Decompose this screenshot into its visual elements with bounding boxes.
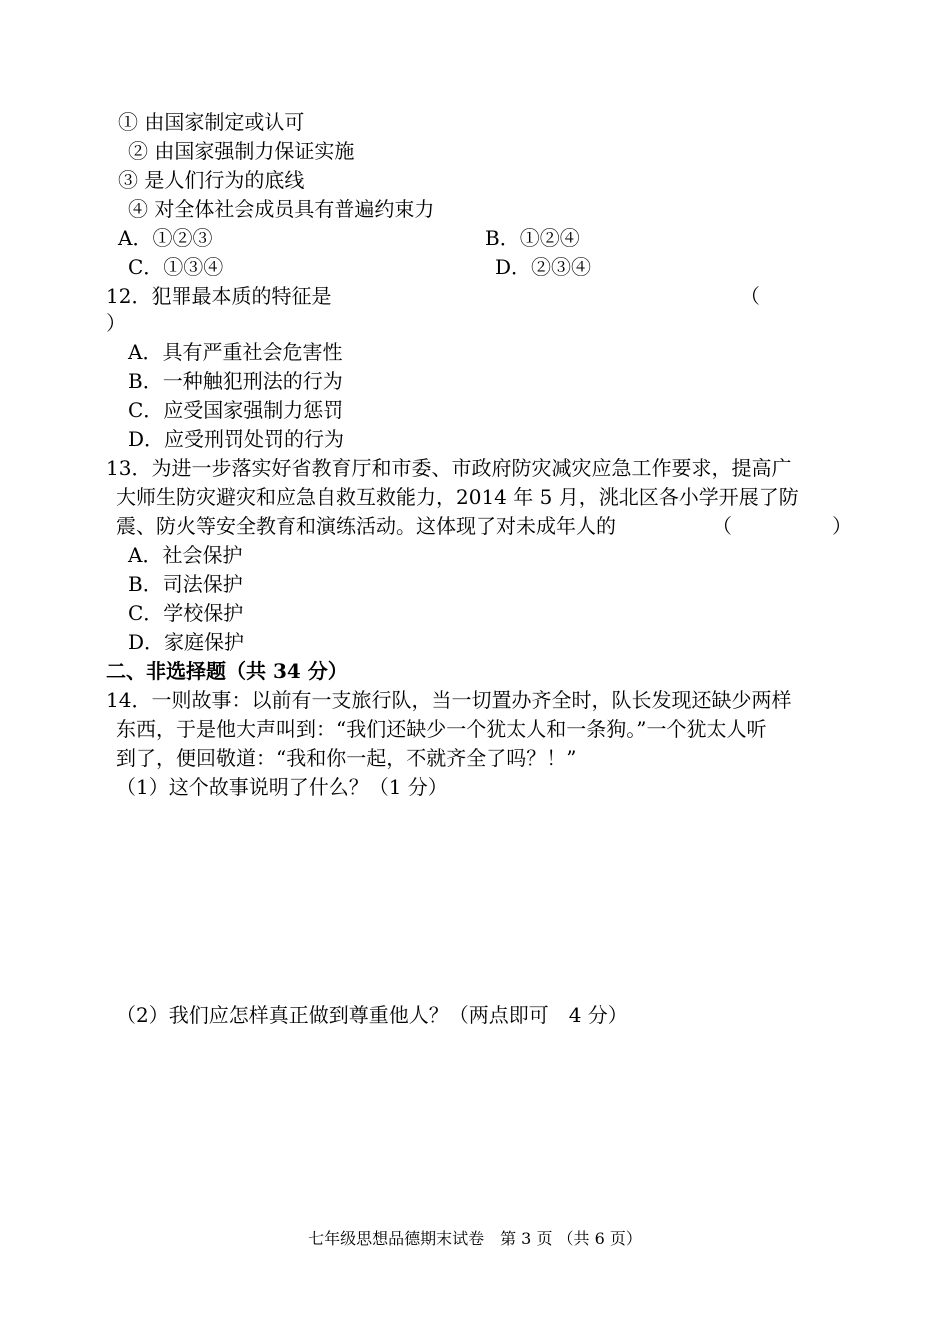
q11-option-c: C．①③④ (128, 255, 224, 279)
q12-option-a: A．具有严重社会危害性 (128, 340, 343, 364)
q14-story-line-1: 14．一则故事：以前有一支旅行队，当一切置办齐全时，队长发现还缺少两样 (106, 688, 792, 712)
q14-story-line-2: 东西，于是他大声叫到：“我们还缺少一个犹太人和一条狗。”一个犹太人听 (116, 717, 767, 741)
q14-story-line-3: 到了，便回敬道：“我和你一起，不就齐全了吗？！” (116, 746, 577, 770)
q12-option-d: D．应受刑罚处罚的行为 (128, 427, 345, 451)
q11-statement-3: ③ 是人们行为的底线 (118, 168, 305, 192)
q14-subquestion-2: （2）我们应怎样真正做到尊重他人？（两点即可 4 分） (116, 1003, 628, 1027)
q11-option-d: D．②③④ (495, 255, 592, 279)
q13-answer-paren: （ ） (712, 514, 852, 538)
page-footer: 七年级思想品德期末试卷 第 3 页 （共 6 页） (308, 1229, 642, 1248)
q11-statement-1: ① 由国家制定或认可 (118, 110, 305, 134)
q14-subquestion-1: （1）这个故事说明了什么？（1 分） (116, 775, 448, 799)
q11-statement-2: ② 由国家强制力保证实施 (128, 139, 355, 163)
q11-statement-4: ④ 对全体社会成员具有普遍约束力 (128, 197, 435, 221)
q12-stem: 12．犯罪最本质的特征是 (106, 284, 332, 308)
q12-option-b: B．一种触犯刑法的行为 (128, 369, 343, 393)
q11-option-a: A．①②③ (118, 226, 213, 250)
q13-option-a: A．社会保护 (128, 543, 243, 567)
q13-stem-line-1: 13．为进一步落实好省教育厅和市委、市政府防灾减灾应急工作要求，提高广 (106, 456, 792, 480)
q12-paren-open: （ (740, 284, 760, 308)
q11-option-b: B．①②④ (485, 226, 580, 250)
q13-stem-line-3: 震、防火等安全教育和演练活动。这体现了对未成年人的 (116, 514, 616, 538)
q12-option-c: C．应受国家强制力惩罚 (128, 398, 344, 422)
q13-option-b: B．司法保护 (128, 572, 243, 596)
q13-stem-line-2: 大师生防灾避灾和应急自救互救能力，2014 年 5 月，洮北区各小学开展了防 (116, 485, 799, 509)
q13-option-c: C．学校保护 (128, 601, 244, 625)
q13-option-d: D．家庭保护 (128, 630, 245, 654)
section-2-title: 二、非选择题（共 34 分） (106, 659, 348, 683)
q12-paren-close: ） (106, 311, 126, 335)
